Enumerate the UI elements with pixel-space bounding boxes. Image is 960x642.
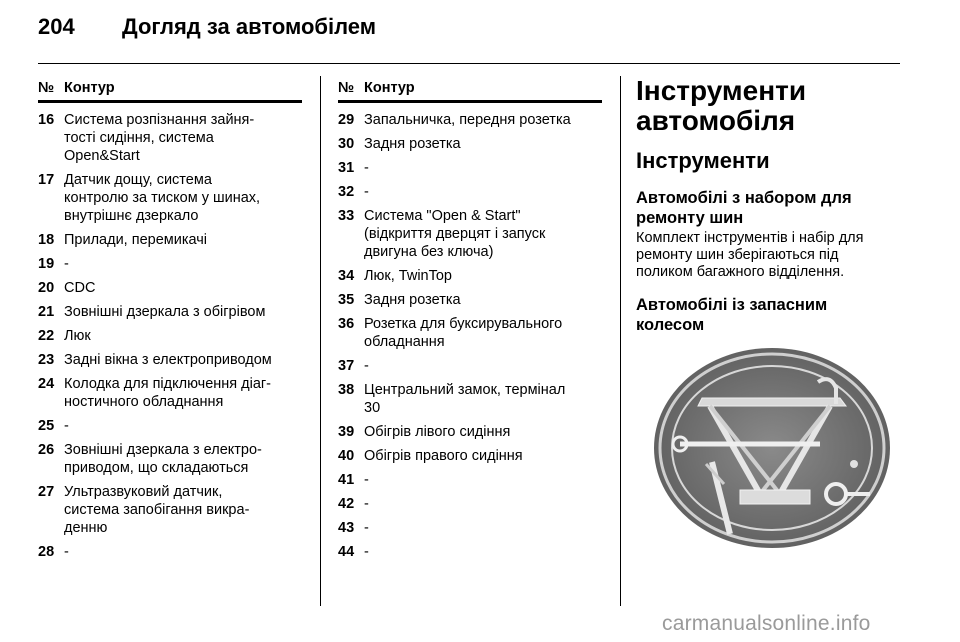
fuse-number: 17 <box>38 172 55 188</box>
fuse-row <box>338 423 602 441</box>
fuse-row <box>338 315 602 351</box>
fuse-row <box>38 351 302 369</box>
fuse-number: 39 <box>338 424 355 440</box>
fuse-row <box>38 327 302 345</box>
fuse-row <box>338 543 602 561</box>
fuse-number: 33 <box>338 208 355 224</box>
fuse-number: 37 <box>338 358 355 374</box>
fuse-circuit: - <box>364 184 369 200</box>
column-divider <box>620 76 621 606</box>
fuse-number: 38 <box>338 382 355 398</box>
fuse-row <box>38 543 302 561</box>
fuse-circuit: - <box>364 472 369 488</box>
fuse-circuit: Люк <box>64 328 91 344</box>
fuse-circuit: Обігрів лівого сидіння <box>364 424 511 440</box>
fuse-row <box>338 519 602 537</box>
fuse-circuit: Ультразвуковий датчик, система запобігання викра- денню <box>64 484 250 536</box>
watermark: carmanualsonline.info <box>662 612 871 635</box>
subsection-heading: Інструменти <box>636 148 770 173</box>
fuse-row <box>338 471 602 489</box>
fuse-row <box>338 111 602 129</box>
fuse-circuit: Люк, TwinTop <box>364 268 452 284</box>
fuse-table-left <box>38 76 302 561</box>
vehicle-tools-section <box>636 76 906 335</box>
fuse-number: 23 <box>38 352 55 368</box>
fuse-row <box>338 381 602 417</box>
fuse-number: 24 <box>38 376 55 392</box>
fuse-circuit: - <box>64 418 69 434</box>
fuse-circuit: Зовнішні дзеркала з обігрівом <box>64 304 266 320</box>
table-header <box>338 76 602 103</box>
fuse-row <box>38 255 302 273</box>
fuse-circuit: Прилади, перемикачі <box>64 232 208 248</box>
fuse-row <box>38 231 302 249</box>
fuse-circuit: Запальничка, передня розетка <box>364 112 571 128</box>
fuse-row <box>38 279 302 297</box>
fuse-circuit: Зовнішні дзеркала з електро- приводом, що складаються <box>64 442 262 476</box>
fuse-number: 28 <box>38 544 55 560</box>
fuse-number: 36 <box>338 316 355 332</box>
column-header-number: № <box>338 80 355 96</box>
fuse-table-right <box>338 76 602 561</box>
fuse-number: 20 <box>38 280 55 296</box>
fuse-row <box>38 375 302 411</box>
fuse-row <box>38 111 302 165</box>
fuse-row <box>338 159 602 177</box>
fuse-row <box>38 303 302 321</box>
fuse-number: 21 <box>38 304 55 320</box>
fuse-number: 43 <box>338 520 355 536</box>
fuse-row <box>338 183 602 201</box>
fuse-number: 30 <box>338 136 355 152</box>
fuse-number: 19 <box>38 256 55 272</box>
fuse-row <box>338 291 602 309</box>
fuse-circuit: - <box>364 496 369 512</box>
fuse-circuit: Задня розетка <box>364 136 461 152</box>
fuse-number: 31 <box>338 160 355 176</box>
fuse-number: 18 <box>38 232 55 248</box>
fuse-number: 29 <box>338 112 355 128</box>
spare-wheel-tools-illustration <box>640 344 904 552</box>
fuse-circuit: - <box>364 544 369 560</box>
fuse-circuit: CDC <box>64 280 96 296</box>
fuse-row <box>38 171 302 225</box>
fuse-number: 26 <box>38 442 55 458</box>
fuse-row <box>338 495 602 513</box>
fuse-row <box>38 417 302 435</box>
fuse-row <box>338 447 602 465</box>
fuse-circuit: - <box>64 256 69 272</box>
fuse-row <box>338 135 602 153</box>
fuse-circuit: Датчик дощу, система контролю за тиском у шинах, внутрішнє дзеркало <box>64 172 261 224</box>
column-header-number: № <box>38 80 55 96</box>
fuse-circuit: Система розпізнання зайня- тості сидіння, система Open&Start <box>64 112 255 164</box>
fuse-number: 41 <box>338 472 355 488</box>
fuse-number: 22 <box>38 328 55 344</box>
table-header <box>38 76 302 103</box>
fuse-row <box>338 357 602 375</box>
fuse-circuit: Система "Open & Start" (відкриття дверцят і запуск двигуна без ключа) <box>364 208 546 260</box>
fuse-number: 32 <box>338 184 355 200</box>
fuse-row <box>38 483 302 537</box>
fuse-row <box>338 267 602 285</box>
fuse-circuit: Колодка для підключення діаг- ностичного обладнання <box>64 376 272 410</box>
fuse-number: 34 <box>338 268 355 284</box>
column-divider <box>320 76 321 606</box>
section-heading: Інструменти автомобіля <box>636 75 807 136</box>
fuse-circuit: Задня розетка <box>364 292 461 308</box>
column-header-circuit: Контур <box>64 80 115 96</box>
fuse-circuit: - <box>364 358 369 374</box>
fuse-circuit: - <box>64 544 69 560</box>
fuse-circuit: Центральний замок, термінал 30 <box>364 382 566 416</box>
header-rule <box>38 63 900 64</box>
fuse-circuit: Задні вікна з електроприводом <box>64 352 272 368</box>
fuse-number: 16 <box>38 112 55 128</box>
fuse-number: 42 <box>338 496 355 512</box>
fuse-number: 35 <box>338 292 355 308</box>
fuse-row <box>338 207 602 261</box>
fuse-number: 27 <box>38 484 55 500</box>
fuse-number: 44 <box>338 544 355 560</box>
fuse-number: 40 <box>338 448 355 464</box>
spare-wheel-heading: Автомобілі із запасним колесом <box>636 296 828 334</box>
tyre-repair-kit-heading: Автомобілі з набором для ремонту шин <box>636 189 852 227</box>
tyre-repair-kit-text: Комплект інструментів і набір для ремонту шин зберігаються під поликом багажного відділення. <box>636 230 864 280</box>
fuse-circuit: - <box>364 160 369 176</box>
fuse-number: 25 <box>38 418 55 434</box>
fuse-circuit: Розетка для буксирувального обладнання <box>364 316 563 350</box>
page-title: Догляд за автомобілем <box>122 14 377 39</box>
column-header-circuit: Контур <box>364 80 415 96</box>
page-number: 204 <box>38 14 75 39</box>
fuse-row <box>38 441 302 477</box>
fuse-circuit: Обігрів правого сидіння <box>364 448 523 464</box>
fuse-circuit: - <box>364 520 369 536</box>
